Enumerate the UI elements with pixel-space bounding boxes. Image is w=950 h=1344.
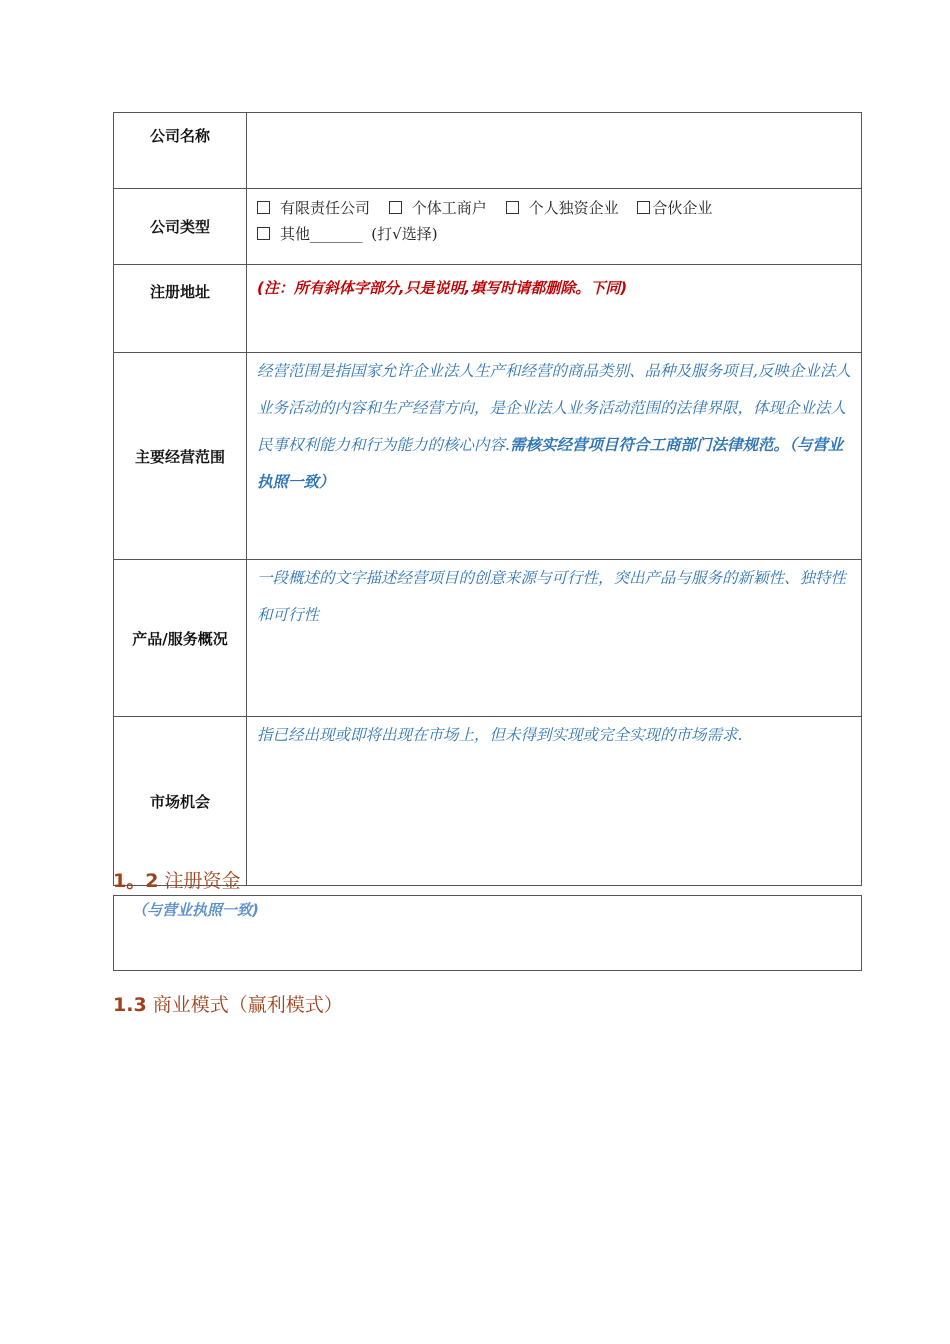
product-label: 产品/服务概况 <box>114 560 247 717</box>
option-individual-business[interactable]: 个体工商户 <box>389 199 487 217</box>
option-partnership[interactable]: 合伙企业 <box>637 199 712 217</box>
product-text: 一段概述的文字描述经营项目的创意来源与可行性，突出产品与服务的新颖性、独特性和可行性 <box>257 569 847 624</box>
option-other[interactable]: 其他_______ <box>257 225 363 243</box>
row-business-scope <box>114 353 862 560</box>
selection-hint: (打√选择) <box>371 225 438 243</box>
checkbox-icon[interactable] <box>257 201 270 214</box>
row-company-type <box>114 189 862 265</box>
row-reg-address <box>114 265 862 353</box>
company-type-label: 公司类型 <box>114 189 247 265</box>
option-limited-company[interactable]: 有限责任公司 <box>257 199 370 217</box>
company-type-options <box>247 189 862 265</box>
company-name-field[interactable] <box>247 113 862 189</box>
business-scope-field[interactable] <box>247 353 862 560</box>
business-scope-label: 主要经营范围 <box>114 353 247 560</box>
row-product <box>114 560 862 717</box>
checkbox-icon[interactable] <box>257 227 270 240</box>
checkbox-icon[interactable] <box>637 201 650 214</box>
registered-capital-field[interactable] <box>113 895 862 971</box>
option-sole-proprietorship[interactable]: 个人独资企业 <box>506 199 619 217</box>
capital-note: （与营业执照一致) <box>132 901 259 919</box>
row-market <box>114 717 862 886</box>
section-heading-registered-capital: 1。2 注册资金 <box>113 870 241 892</box>
reg-address-label: 注册地址 <box>114 265 247 353</box>
company-name-label: 公司名称 <box>114 113 247 189</box>
row-company-name <box>114 113 862 189</box>
market-label: 市场机会 <box>114 717 247 886</box>
checkbox-icon[interactable] <box>506 201 519 214</box>
section-heading-business-model: 1.3 商业模式（赢利模式） <box>113 994 343 1016</box>
checkbox-icon[interactable] <box>389 201 402 214</box>
business-scope-bold-text: 需核实经营项目符合工商部门法律规范。（与营业执照一致） <box>257 436 844 491</box>
product-field[interactable] <box>247 560 862 717</box>
market-text: 指已经出现或即将出现在市场上，但未得到实现或完全实现的市场需求. <box>257 726 743 744</box>
italic-note: (注：所有斜体字部分,只是说明,填写时请都删除。下同) <box>257 279 628 297</box>
market-field[interactable] <box>247 717 862 886</box>
reg-address-field[interactable] <box>247 265 862 353</box>
company-info-table <box>113 112 862 886</box>
business-scope-text: 经营范围是指国家允许企业法人生产和经营的商品类别、品种及服务项目,反映企业法人业务活动的内容和生产经营方向，是企业法人业务活动范围的法律界限，体现企业法人民事权利能力和行为能力的核心内容.需核实经营项目符合工商部门法律规范。（与营业执照一致） <box>257 362 851 491</box>
